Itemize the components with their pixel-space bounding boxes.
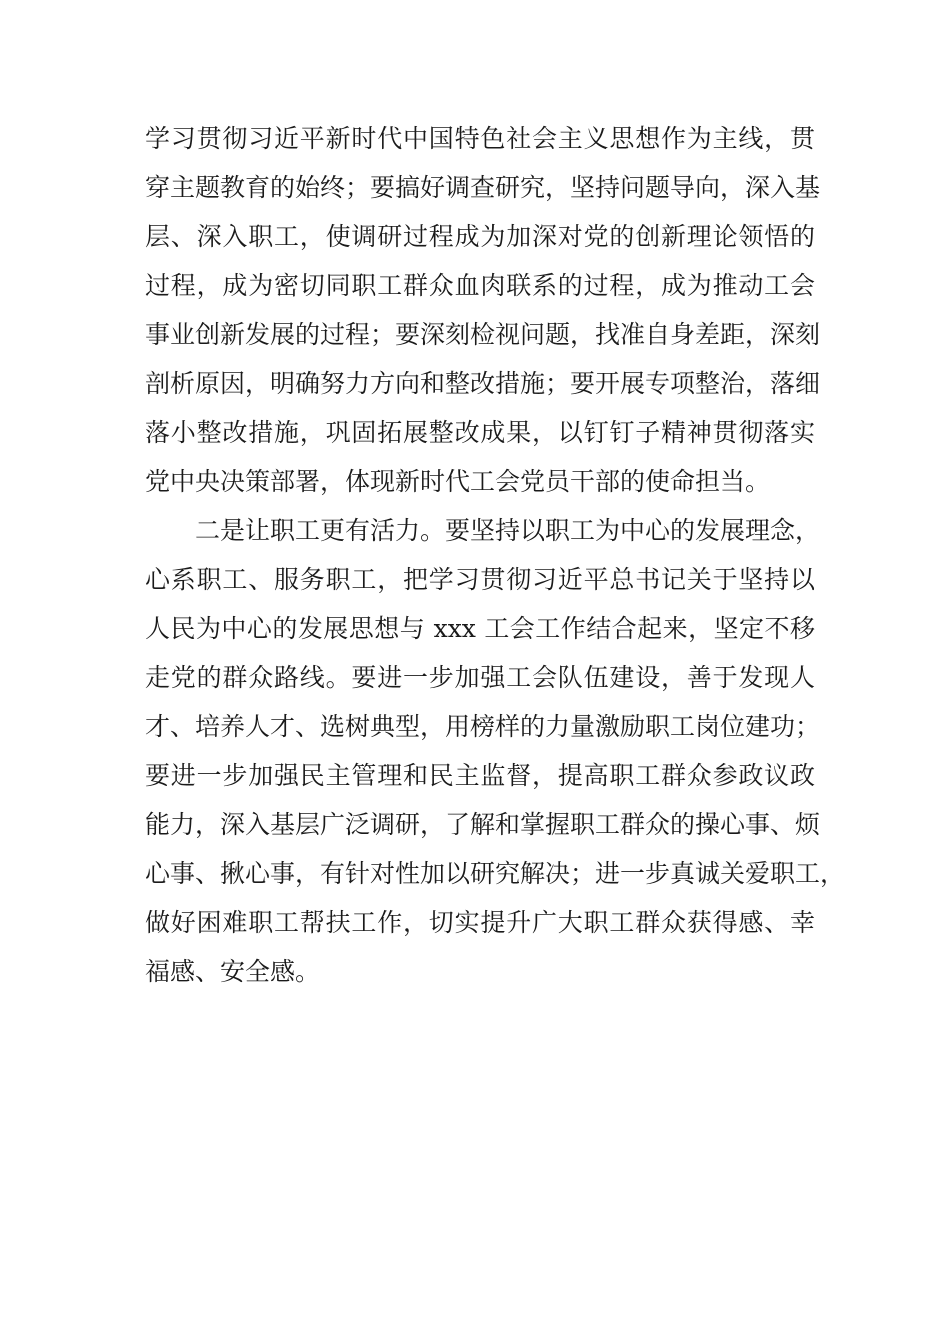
paragraph-2-line-7: 能力，深入基层广泛调研，了解和掌握职工群众的操心事、烦 xyxy=(145,810,821,839)
paragraph-1-line-7: 落小整改措施，巩固拓展整改成果，以钉钉子精神贯彻落实 xyxy=(145,418,815,447)
paragraph-1-line-3: 层、深入职工，使调研过程成为加深对党的创新理论领悟的 xyxy=(145,222,815,251)
paragraph-2-line-8: 心事、揪心事，有针对性加以研究解决；进一步真诚关爱职工， xyxy=(145,859,846,888)
paragraph-1-line-4: 过程，成为密切同职工群众血肉联系的过程，成为推动工会 xyxy=(145,271,815,300)
paragraph-2-line-5: 才、培养人才、选树典型，用榜样的力量激励职工岗位建功； xyxy=(145,712,821,741)
paragraph-1-line-8: 党中央决策部署，体现新时代工会党员干部的使命担当。 xyxy=(145,467,771,496)
paragraph-2-line-10: 福感、安全感。 xyxy=(145,957,321,986)
paragraph-2-line-6: 要进一步加强民主管理和民主监督，提高职工群众参政议政 xyxy=(145,761,815,790)
paragraph-2-line-4: 走党的群众路线。要进一步加强工会队伍建设，善于发现人 xyxy=(145,663,815,692)
paragraph-2-line-9: 做好困难职工帮扶工作，切实提升广大职工群众获得感、幸 xyxy=(145,908,815,937)
paragraph-2-line-1: 二是让职工更有活力。要坚持以职工为中心的发展理念， xyxy=(195,516,821,545)
paragraph-1-line-1: 学习贯彻习近平新时代中国特色社会主义思想作为主线，贯 xyxy=(145,124,815,153)
paragraph-1-line-6: 剖析原因，明确努力方向和整改措施；要开展专项整治，落细 xyxy=(145,369,821,398)
paragraph-1-line-5: 事业创新发展的过程；要深刻检视问题，找准自身差距，深刻 xyxy=(145,320,821,349)
paragraph-1-line-2: 穿主题教育的始终；要搞好调查研究，坚持问题导向，深入基 xyxy=(145,173,821,202)
document-body xyxy=(145,114,846,996)
paragraph-2-line-3: 人民为中心的发展思想与 xxx 工会工作结合起来，坚定不移 xyxy=(145,614,815,643)
paragraph-2-line-2: 心系职工、服务职工，把学习贯彻习近平总书记关于坚持以 xyxy=(145,565,815,594)
